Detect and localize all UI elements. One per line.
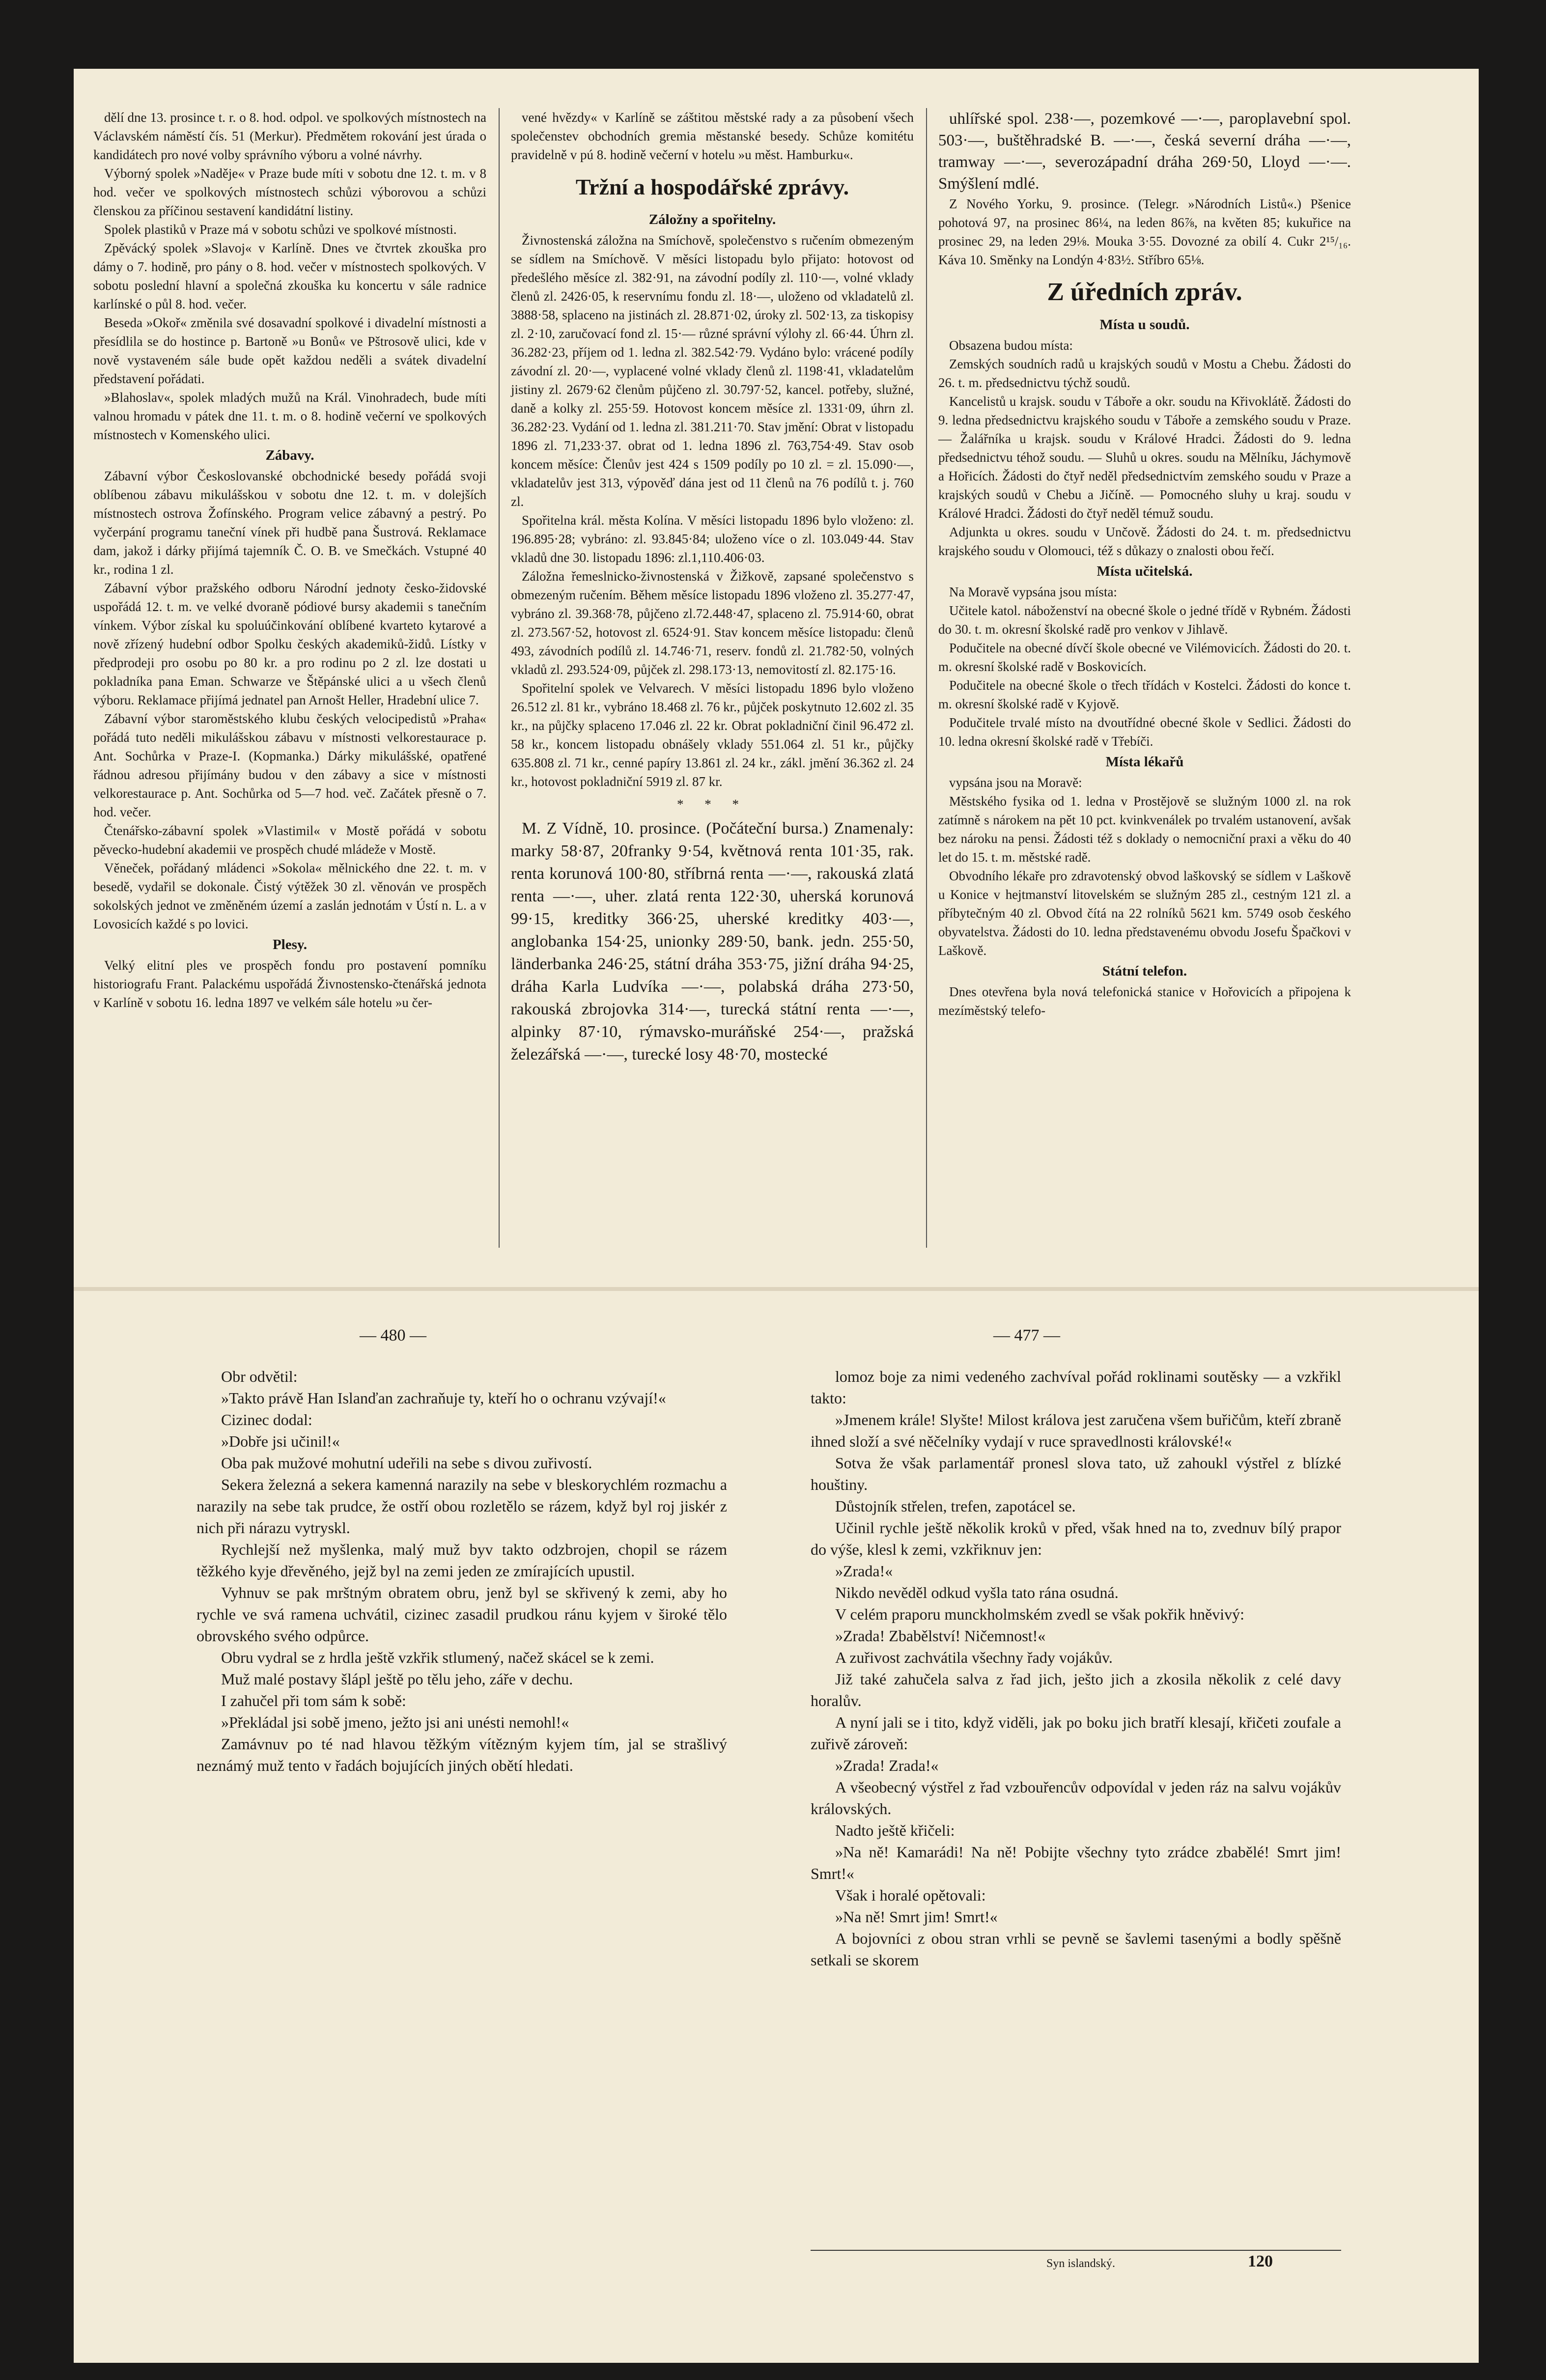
paragraph: vypsána jsou na Moravě: <box>949 775 1082 790</box>
paragraph: Obr odvětil: <box>221 1368 298 1385</box>
col3-newyork: Z Nového Yorku, 9. prosince. (Telegr. »Národních Listů«.) Pšenice pohotová 97, na prosinec 86¼, na leden 86⅞, na květen 85; kukuřice na prosinec 29, na leden 29⅛. Mouka 3·55. Dovozné za obilí 4. Cukr 2¹⁵/₁₆. Káva 10. Směnky na Londýn 4·83½. Stříbro 65⅛. <box>938 196 1351 267</box>
heading-soudu: Místa u soudů. <box>1099 317 1190 333</box>
column-divider <box>499 108 500 1248</box>
paragraph: dělí dne 13. prosince t. r. o 8. hod. odpol. ve spolkových místnostech na Václavském náměstí čís. 51 (Merkur). Předmětem rokování jest úrada o kandidátech pro nové volby správního výboru a volné návrhy. <box>93 110 486 162</box>
paragraph: Kancelistů u krajsk. soudu v Táboře a okr. soudu na Křivoklátě. Žádosti do 9. ledna předsednictvu krajského soudu v Táboře a zemského soudu v Praze. — Žalářníka u krajsk. soudu v Králové Hradci. Žádosti do 9. ledna předsednictvu téhož soudu. — Sluhů u okres. soudu na Mělníku, Jáchymově a Hořicích. Žádosti do čtyř neděl předsednictvím zemského soudu v Praze a krajských soudů v Chebu a Jičíně. — Pomocného sluhy u kraj. soudu v Králové Hradci. Žádosti do čtyř neděl témuž soudu. <box>938 394 1351 521</box>
paragraph: A všeobecný výstřel z řad vzbouřencův odpovídal v jeden ráz na salvu vojákův královských. <box>811 1778 1341 1818</box>
newspaper-sheet <box>74 69 1479 2363</box>
paragraph: Zamávnuv po té nad hlavou těžkým vítězným kyjem tím, jal se strašlivý neznámý muž tento v řadách bojujících jiných obětí hledati. <box>197 1735 727 1774</box>
paragraph: Spolek plastiků v Praze má v sobotu schůzi ve spolkové místnosti. <box>104 222 457 237</box>
paragraph: Důstojník střelen, trefen, zapotácel se. <box>835 1497 1076 1515</box>
heading-lekaru: Místa lékařů <box>1105 754 1184 770</box>
paragraph: A zuřivost zachvátila všechny řady vojákův. <box>835 1649 1113 1666</box>
paragraph: »Na ně! Smrt jim! Smrt!« <box>835 1908 998 1926</box>
paragraph: Rychlejší než myšlenka, malý muž byv takto odzbrojen, chopil se rázem těžkého kyje dřevěného, jejž byl na zemi jeden ze zmírajících upustil. <box>197 1540 727 1580</box>
paragraph: Adjunkta u okres. soudu v Unčově. Žádosti do 24. t. m. předsednictvu krajského soudu v Olomouci, též s důkazy o znalosti obou řečí. <box>938 525 1351 558</box>
col3-soudu <box>938 336 1351 560</box>
page-fold <box>74 1287 1479 1291</box>
paragraph: »Zrada!« <box>835 1562 893 1580</box>
footer-title: Syn islandský. <box>1046 2257 1116 2270</box>
paragraph: »Zrada! Zrada!« <box>835 1757 939 1774</box>
paragraph: Učitele katol. náboženství na obecné škole o jedné třídě v Rybném. Žádosti do 30. t. m. okresní školské radě pro venkov v Jihlavě. <box>938 603 1351 637</box>
paragraph: »Dobře jsi učinil!« <box>221 1432 340 1450</box>
paragraph: Zábavní výbor pražského odboru Národní jednoty česko-židovské uspořádá 12. t. m. ve velké dvoraně pódiové bursy akademii s tanečním vínkem. Výbor získal ku spoluúčinkování oblíbené kvarteto kytarové a nově zřízený hudební odbor Spolku českých akademiků-židů. Lístky v předprodeji pro osobu po 80 kr. a pro rodinu po 2 zl. lze dostati u pokladníka pana Eman. Schwarze ve Štěpánské ulici a u všech členů výboru. Reklamace přijímá jednatel pan Arnošt Heller, Hradební ulice 7. <box>93 581 486 707</box>
paragraph: A bojovníci z obou stran vrhli se pevně se šavlemi tasenými a bodly spěšně setkali se skorem <box>811 1930 1341 1969</box>
paragraph: Obru vydral se z hrdla ještě vzkřik stlumený, načež skácel se k zemi. <box>221 1649 654 1666</box>
column-divider <box>926 108 927 1248</box>
heading-telefon: Státní telefon. <box>1102 963 1187 979</box>
paragraph: Na Moravě vypsána jsou místa: <box>949 585 1117 599</box>
paragraph: Beseda »Okoř« změnila své dosavadní spolkové i divadelní místnosti a přesídlila se do hostince p. Bartoně »u Bonů« ve Pštrosově ulici, kde v nově vystaveném sále bude opět každou neděli a svátek divadelní představení pořádati. <box>93 315 486 386</box>
paragraph: Věneček, pořádaný mládenci »Sokola« mělnického dne 22. t. m. v besedě, vydařil se dokonale. Čistý výtěžek 30 zl. věnován ve prospěch sokolských jednot ve změněném území a zaslán jednotám v Ústí n. L. a v Lovosicích každé s po lovici. <box>93 861 486 931</box>
paragraph: Učinil rychle ještě několik kroků v před, však hned na to, zvednuv bílý prapor do výše, klesl k zemi, vzkřiknuv jen: <box>811 1519 1341 1558</box>
paragraph: A nyní jali se i tito, když viděli, jak po boku jich bratří klesají, křičeti zoufale a zuřivě zároveň: <box>811 1713 1341 1753</box>
lower-left-text <box>197 1366 727 1776</box>
column-2 <box>511 108 914 1066</box>
col1-zabavy <box>93 467 486 933</box>
paragraph: Vyhnuv se pak mrštným obratem obru, jenž byl se skřivený k zemi, aby ho rychle ve svá ramena uchvátil, cizinec zasadil prudkou ránu kyjem v široké tělo obrovského svého odpůrce. <box>197 1584 727 1645</box>
paragraph: Živnostenská záložna na Smíchově, společenstvo s ručením obmezeným se sídlem na Smíchově. V měsíci listopadu bylo přijato: hotovost od předešlého měsíce zl. 382·91, na závodní podíly zl. 110·—, volné vklady členů zl. 2426·05, k reservnímu fondu zl. 18·—, uloženo od vkladatelů zl. 3888·58, splaceno na jistinách zl. 28.871·02, úroky zl. 502·13, za tiskopisy zl. 2·10, zaručovací fond zl. 15·— různé správní výlohy zl. 66·44. Úhrn zl. 36.282·23, příjem od 1. ledna zl. 382.542·79. Vydáno bylo: vrácené podíly závodní zl. 20·—, vyplacené volné vklady členů zl. 1198·41, vkladatelům jistiny zl. 2679·62 členům půjčeno zl. 30.797·52, kancel. potřeby, služné, daně a kolky zl. 255·59. Hotovost koncem měsíce zl. 1331·09, úhrn zl. 36.282·23. Vydání od 1. ledna zl. 381.211·70. Stav jmění: Obrat v listopadu 1896 zl. 71,233·37. obrat od 1. ledna 1896 zl. 763,754·49. Stav osob koncem měsíce: Členův jest 424 s 1509 podíly po 10 zl. = zl. 15.090·—, vkladatelův jest 313, výpověď dána jest od 11 členů na 76 podílů t. j. 760 zl. <box>511 233 914 509</box>
paragraph: »Zrada! Zbabělství! Ničemnost!« <box>835 1627 1046 1645</box>
heading-uredni: Z úředních zpráv. <box>1047 278 1242 306</box>
paragraph: Zpěvácký spolek »Slavoj« v Karlíně. Dnes ve čtvrtek zkouška pro dámy o 7. hodině, pro pány o 8. hod. večer v místnostech spolkových. V sobotu poslední hlavní a společná zkouška ku koncertu v sále radnice karlínské o půl 8. hod. večer. <box>93 241 486 311</box>
col3-top-text: uhlířské spol. 238·—, pozemkové —·—, paroplavební spol. 503·—, buštěhradské B. —·—, česká severní dráha —·—, tramway —·—, severozápadní dráha 269·50, Lloyd —·—. Smýšlení mdlé. <box>938 110 1351 193</box>
paragraph: »Jmenem krále! Slyšte! Milost králova jest zaručena všem buřičům, kteří zbraně ihned složí a své něčelníky vydají v ruce spravedlnosti královské!« <box>811 1411 1341 1450</box>
footer-number: 120 <box>1248 2252 1273 2270</box>
paragraph: »Překládal jsi sobě jmeno, ježto jsi ani unésti nemohl!« <box>221 1713 569 1731</box>
page-number-right: — 477 — <box>993 1326 1060 1344</box>
paragraph: Však i horalé opětovali: <box>835 1886 986 1904</box>
col1-notices <box>93 108 486 444</box>
paragraph: Výborný spolek »Naděje« v Praze bude míti v sobotu dne 12. t. m. v 8 hod. večer ve spolkových místnostech schůzi výborovou a schůzi členskou za příčinou sestavení kandidátní listiny. <box>93 166 486 218</box>
paragraph: Cizinec dodal: <box>221 1411 312 1428</box>
heading-ucitel: Místa učitelská. <box>1096 563 1193 579</box>
paragraph: lomoz boje za nimi vedeného zachvíval pořád roklinami soutěsky — a vzkřikl takto: <box>811 1368 1341 1407</box>
paragraph: »Na ně! Kamarádi! Na ně! Pobijte všechny tyto zrádce zbabělé! Smrt jim! Smrt!« <box>811 1843 1341 1882</box>
paragraph: Nadto ještě křičeli: <box>835 1821 955 1839</box>
paragraph: I zahučel při tom sám k sobě: <box>221 1692 406 1709</box>
paragraph: Nikdo nevěděl odkud vyšla tato rána osudná. <box>835 1584 1119 1601</box>
col3-lekaru <box>938 773 1351 960</box>
footer-rule <box>811 2250 1341 2251</box>
lower-right-text <box>811 1366 1341 1971</box>
paragraph: Podučitele trvalé místo na dvoutřídné obecné škole v Sedlici. Žádosti do 10. ledna okresní školské radě v Třebíči. <box>938 715 1351 749</box>
paragraph: Spořitelní spolek ve Velvarech. V měsíci listopadu 1896 bylo vloženo 26.512 zl. 81 kr., vybráno 18.468 zl. 76 kr., půjček poskytnuto 12.602 zl. 35 kr., na půjčky splaceno 17.046 zl. 22 kr. Obrat pokladniční činil 96.472 zl. 58 kr., koncem listopadu obnášely vklady 551.064 zl. 51 kr., půjčky 635.808 zl. 71 kr., cenné papíry 13.861 zl. 24 kr., zákl. jmění 36.362 zl. 24 kr., hotovost pokladniční 5919 zl. 87 kr. <box>511 681 914 789</box>
paragraph: Obvodního lékaře pro zdravotenský obvod laškovský se sídlem v Laškově u Konice v hejtmanství litovelském se služným 285 zl., cestným 121 zl. a příbytečným 40 zl. Obvod čítá na 22 rolníků 5621 km. 5749 osob českého obyvatelstva. Žádosti do 10. ledna představenému obvodu Josefu Špačkovi v Laškově. <box>938 868 1351 958</box>
paragraph: Spořitelna král. města Kolína. V měsíci listopadu 1896 bylo vloženo: zl. 196.895·28; vybráno: zl. 93.845·84; uloženo více o zl. 103.049·44. Stav vkladů dne 30. listopadu 1896: zl.1,110.406·03. <box>511 513 914 565</box>
paragraph: Muž malé postavy šlápl ještě po tělu jeho, záře v dechu. <box>221 1670 573 1688</box>
column-1 <box>93 108 486 1012</box>
paragraph: Městského fysika od 1. ledna v Prostějově se služným 1000 zl. na rok zatímně s nárokem na pět 10 pct. kvinkvenálek po trvalém ustanovení, avšak bez nároku na pensi. Žádosti též s doklady o nemocniční praxi a věku do 40 let do 15. t. m. městské radě. <box>938 794 1351 865</box>
stars-divider: * * * <box>677 797 748 812</box>
paragraph: Záložna řemeslnicko-živnostenská v Žižkově, zapsané společenstvo s obmezeným ručením. Během měsíce listopadu 1896 vloženo zl. 35.277·47, vybráno zl. 39.368·78, půjčeno zl.72.448·47, splaceno zl. 75.914·60, obrat zl. 273.567·52, hotovost zl. 6524·91. Stav koncem měsíce listopadu: členů 493, závodních podílů zl. 14.746·71, reserv. fondů zl. 21.782·50, volných vkladů zl. 293.524·09, půjček zl. 298.173·13, nemovitostí zl. 82.175·16. <box>511 569 914 677</box>
paragraph: »Blahoslav«, spolek mladých mužů na Král. Vinohradech, bude míti valnou hromadu v pátek dne 11. t. m. o 8. hodině večerní ve spolkových místnostech v Komenského ulici. <box>93 390 486 442</box>
col2-top-text: vené hvězdy« v Karlíně se záštitou městské rady a za působení všech společenstev obchodních gremia městanské besedy. Schůze komitétu pravidelně v pú 8. hodině večerní v hotelu »u měst. Hamburku«. <box>511 110 914 162</box>
paragraph: Podučitele na obecné škole o třech třídách v Kostelci. Žádosti do konce t. m. okresní školské radě v Kyjově. <box>938 678 1351 711</box>
paragraph: Již také zahučela salva z řad jich, ješto jich a zkosila několik z celé davy horalův. <box>811 1670 1341 1709</box>
paragraph: Zemských soudních radů u krajských soudů v Mostu a Chebu. Žádosti do 26. t. m. předsednictvu týchž soudů. <box>938 357 1351 390</box>
col2-vienna: M. Z Vídně, 10. prosince. (Počáteční bursa.) Znamenaly: marky 58·87, 20franky 9·54, květnová renta 101·35, rak. renta korunová 100·80, stříbrná renta —·—, rakouská zlatá renta —·—, uher. zlatá renta 122·30, uherská korunová 99·15, kreditky 366·25, uherské kreditky 403·—, anglobanka 154·25, unionky 289·50, bank. jedn. 255·50, länderbanka 246·25, státní dráha 353·75, jižní dráha 94·25, dráha Karla Ludvíka —·—, polabská dráha 273·50, rakouská zbrojovka 314·—, turecká státní renta —·—, alpinky 87·10, rýmavsko-muráňské 254·—, pražská železářská —·—, turecké losy 48·70, mostecké <box>511 819 914 1064</box>
col3-ucitel <box>938 583 1351 751</box>
paragraph: Obsazena budou místa: <box>949 338 1073 353</box>
col2-banks <box>511 231 914 791</box>
column-3 <box>938 108 1351 1020</box>
paragraph: »Takto právě Han Islanďan zachraňuje ty, kteří ho o ochranu vzývají!« <box>221 1389 666 1407</box>
paragraph: Oba pak mužové mohutní udeřili na sebe s divou zuřivostí. <box>221 1454 592 1472</box>
paragraph: Sekera železná a sekera kamenná narazily na sebe v bleskorychlém rozmachu a narazily na sebe tak prudce, že ostří obou rozletělo se rázem, když byl roj jiskér z nich při nárazu vytryskl. <box>197 1476 727 1537</box>
col3-telefon: Dnes otevřena byla nová telefonická stanice v Hořovicích a připojena k mezíměstský telefo- <box>938 984 1351 1018</box>
paragraph: Zábavní výbor Českoslovanské obchodnické besedy pořádá svoji oblíbenou zábavu mikulášskou v sobotu dne 12. t. m. v dolejších místnostech ostrova Žofínského. Program velice zábavný a pestrý. Po vyčerpání programu taneční vínek při hudbě pana Šustrová. Reklamace dam, jakož i dárky přijímá tajemník Č. O. B. ve Smečkách. Vstupné 40 kr., rodina 1 zl. <box>93 469 486 577</box>
paragraph: Velký elitní ples ve prospěch fondu pro postavení pomníku historiografu Frant. Palackému uspořádá Živnostensko-čtenářská jednota v Karlíně v sobotu 16. ledna 1897 ve velkém sále hotelu »u čer- <box>93 958 486 1010</box>
paragraph: Čtenářsko-zábavní spolek »Vlastimil« v Mostě pořádá v sobotu pěvecko-hudební akademii ve prospěch chudé mládeže v Mostě. <box>93 823 486 857</box>
heading-trzni: Tržní a hospodářské zprávy. <box>575 174 849 199</box>
paragraph: Sotva že však parlamentář pronesl slova tato, už zahoukl výstřel z blízké houštiny. <box>811 1454 1341 1493</box>
paragraph: Zábavní výbor staroměstského klubu českých velocipedistů »Praha« pořádá tuto neděli mikulášskou zábavu v místnosti velkorestaurace p. Ant. Sochůrka v Praze-I. (Kopmanka.) Dárky mikulášské, opatřené řádnou adresou přijímány budou v den zábavy a sice v místnosti velkorestaurace p. Ant. Sochůrka od 5—7 hod. več. Začátek přesně o 7. hod. večer. <box>93 711 486 819</box>
col1-plesy <box>93 956 486 1012</box>
page-number-left: — 480 — <box>360 1326 426 1344</box>
paragraph: V celém praporu munckholmském zvedl se však pokřik hněvivý: <box>835 1605 1244 1623</box>
heading-zalozny: Záložny a spořitelny. <box>648 212 776 227</box>
heading-plesy: Plesy. <box>272 937 308 952</box>
heading-zabavy: Zábavy. <box>265 448 314 463</box>
paragraph: Podučitele na obecné dívčí škole obecné ve Vilémovicích. Žádosti do 20. t. m. okresní školské radě v Boskovicích. <box>938 641 1351 674</box>
